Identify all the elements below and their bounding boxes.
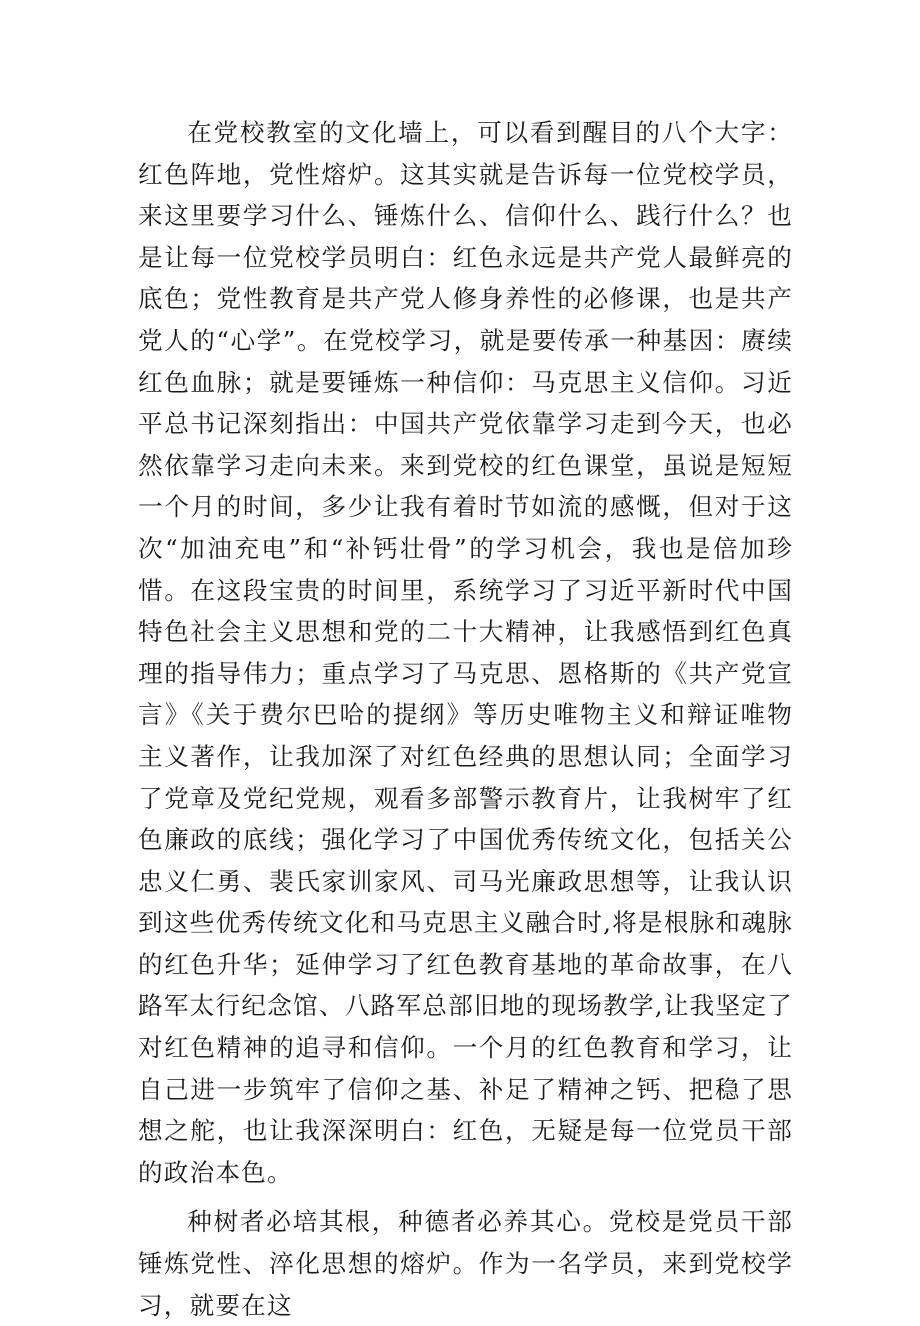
document-body [138,112,793,1326]
paragraph-1: 在党校教室的文化墙上，可以看到醒目的八个大字：红色阵地，党性熔炉。这其实就是告诉每一位党校学员，来这里要学习什么、锤炼什么、信仰什么、践行什么？也是让每一位党校学员明白：红色永远是共产党人最鲜亮的底色；党性教育是共产党人修身养性的必修课，也是共产党人的“心学”。在党校学习，就是要传承一种基因：赓续红色血脉；就是要锤炼一种信仰：马克思主义信仰。习近平总书记深刻指出：中国共产党依靠学习走到今天，也必然依靠学习走向未来。来到党校的红色课堂，虽说是短短一个月的时间，多少让我有着时节如流的感慨，但对于这次“加油充电”和“补钙壮骨”的学习机会，我也是倍加珍惜。在这段宝贵的时间里，系统学习了习近平新时代中国特色社会主义思想和党的二十大精神，让我感悟到红色真理的指导伟力；重点学习了马克思、恩格斯的《共产党宣言》《关于费尔巴哈的提纲》等历史唯物主义和辩证唯物主义著作，让我加深了对红色经典的思想认同；全面学习了党章及党纪党规，观看多部警示教育片，让我树牢了红色廉政的底线；强化学习了中国优秀传统文化，包括关公忠义仁勇、裴氏家训家风、司马光廉政思想等，让我认识到这些优秀传统文化和马克思主义融合时,将是根脉和魂脉的红色升华；延伸学习了红色教育基地的革命故事，在八路军太行纪念馆、八路军总部旧地的现场教学,让我坚定了对红色精神的追寻和信仰。一个月的红色教育和学习，让自己进一步筑牢了信仰之基、补足了精神之钙、把稳了思想之舵，也让我深深明白：红色，无疑是每一位党员干部的政治本色。 [138,118,793,1187]
paragraph-2: 种树者必培其根，种德者必养其心。党校是党员干部锤炼党性、淬化思想的熔炉。作为一名学员，来到党校学习，就要在这 [138,1207,793,1320]
